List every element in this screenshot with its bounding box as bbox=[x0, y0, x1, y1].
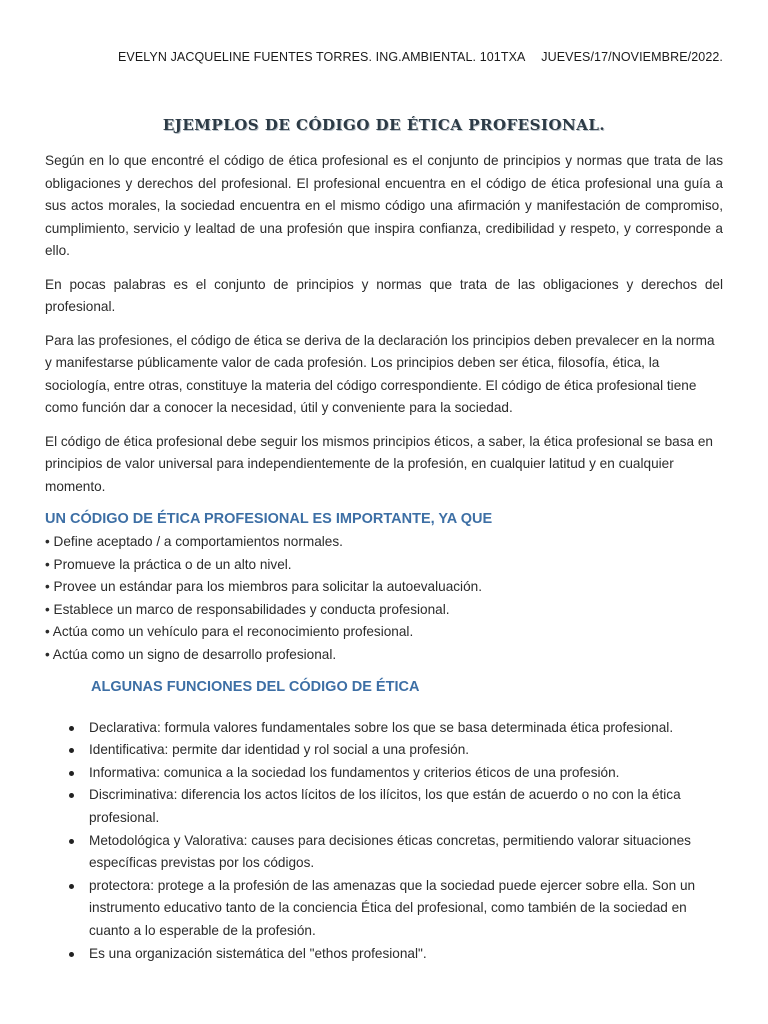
paragraph-2: En pocas palabras es el conjunto de principios y normas que trata de las obligaciones y derechos del profesional. bbox=[45, 276, 723, 314]
list-item: Es una organización sistemática del "ethos profesional". bbox=[69, 943, 723, 966]
document-body bbox=[45, 150, 723, 965]
list-item: Declarativa: formula valores fundamentales sobre los que se basa determinada ética profesional. bbox=[69, 717, 723, 740]
paragraph-4: El código de ética profesional debe seguir los mismos principios éticos, a saber, la ética profesional se basa en principios de valor universal para independientemente de la profesión, en cualquier latitud y en cualquier momento. bbox=[45, 433, 713, 494]
list-item: • Provee un estándar para los miembros para solicitar la autoevaluación. bbox=[45, 579, 482, 595]
functions-list bbox=[45, 717, 723, 966]
paragraph-3: Para las profesiones, el código de ética se deriva de la declaración los principios deben prevalecer en la norma y manifestarse públicamente valor de cada profesión. Los principios deben ser ética, filosofía, ética, la sociología, entre otras, constituye la materia del código correspondiente. El código de ética profesional tiene como función dar a conocer la necesidad, útil y conveniente para la sociedad. bbox=[45, 332, 715, 415]
list-item: • Promueve la práctica o de un alto nivel. bbox=[45, 556, 292, 572]
date-line: JUEVES/17/NOVIEMBRE/2022. bbox=[541, 50, 723, 64]
list-item: Metodológica y Valorativa: causes para decisiones éticas concretas, permitiendo valorar situaciones específicas previstas por los códigos. bbox=[69, 830, 723, 875]
importance-list bbox=[45, 531, 723, 667]
section-heading-importance: UN CÓDIGO DE ÉTICA PROFESIONAL ES IMPORTANTE, YA QUE bbox=[45, 511, 493, 527]
list-item: • Actúa como un vehículo para el reconocimiento profesional. bbox=[45, 624, 414, 640]
document-title: EJEMPLOS DE CÓDIGO DE ÉTICA PROFESIONAL. bbox=[162, 116, 606, 134]
list-item: Informativa: comunica a la sociedad los fundamentos y criterios éticos de una profesión. bbox=[69, 762, 723, 785]
list-item: • Actúa como un signo de desarrollo profesional. bbox=[45, 646, 337, 662]
list-item: Identificativa: permite dar identidad y rol social a una profesión. bbox=[69, 739, 723, 762]
section-heading-functions: ALGUNAS FUNCIONES DEL CÓDIGO DE ÉTICA bbox=[91, 678, 420, 695]
list-item: • Define aceptado / a comportamientos normales. bbox=[45, 534, 343, 549]
page-header bbox=[118, 50, 723, 64]
list-item: Discriminativa: diferencia los actos lícitos de los ilícitos, los que están de acuerdo o no con la ética profesional. bbox=[69, 784, 723, 829]
list-item: • Establece un marco de responsabilidades y conducta profesional. bbox=[45, 601, 450, 617]
paragraph-1: Según en lo que encontré el código de ética profesional es el conjunto de principios y normas que trata de las obligaciones y derechos del profesional. El profesional encuentra en el código de ética profesional una guía a sus actos morales, la sociedad encuentra en el mismo código una afirmación y manifestación de compromiso, cumplimiento, servicio y lealtad de una profesión que inspira confianza, credibilidad y respeto, y corresponde a ello. bbox=[45, 153, 723, 258]
list-item: protectora: protege a la profesión de las amenazas que la sociedad puede ejercer sobre ella. Son un instrumento educativo tanto de la conciencia Ética del profesional, como también de la sociedad en cuanto a lo esperable de la profesión. bbox=[69, 875, 723, 943]
author-line: EVELYN JACQUELINE FUENTES TORRES. ING.AMBIENTAL. 101TXA bbox=[118, 50, 526, 64]
